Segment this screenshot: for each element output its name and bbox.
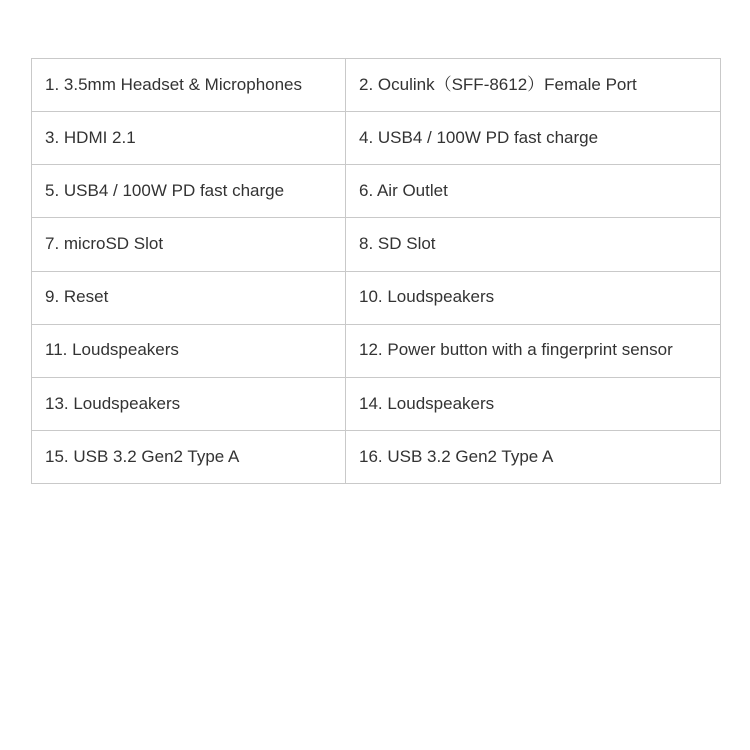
table-row: [32, 59, 721, 112]
table-cell: 3. HDMI 2.1: [32, 112, 346, 165]
table-cell: 7. microSD Slot: [32, 218, 346, 271]
table-row: [32, 377, 721, 430]
table-cell: 9. Reset: [32, 271, 346, 324]
table-cell: 2. Oculink（SFF-8612）Female Port: [346, 59, 721, 112]
table-cell: 8. SD Slot: [346, 218, 721, 271]
table-row: [32, 324, 721, 377]
table-cell: 14. Loudspeakers: [346, 377, 721, 430]
port-spec-table-body: [32, 59, 721, 484]
table-cell: 4. USB4 / 100W PD fast charge: [346, 112, 721, 165]
table-row: [32, 430, 721, 483]
table-cell: 12. Power button with a fingerprint sensor: [346, 324, 721, 377]
table-row: [32, 271, 721, 324]
table-row: [32, 218, 721, 271]
table-cell: 16. USB 3.2 Gen2 Type A: [346, 430, 721, 483]
table-cell: 5. USB4 / 100W PD fast charge: [32, 165, 346, 218]
table-cell: 1. 3.5mm Headset & Microphones: [32, 59, 346, 112]
table-cell: 13. Loudspeakers: [32, 377, 346, 430]
table-row: [32, 165, 721, 218]
table-cell: 10. Loudspeakers: [346, 271, 721, 324]
table-row: [32, 112, 721, 165]
port-spec-table: [31, 58, 721, 484]
table-cell: 11. Loudspeakers: [32, 324, 346, 377]
table-cell: 15. USB 3.2 Gen2 Type A: [32, 430, 346, 483]
table-cell: 6. Air Outlet: [346, 165, 721, 218]
